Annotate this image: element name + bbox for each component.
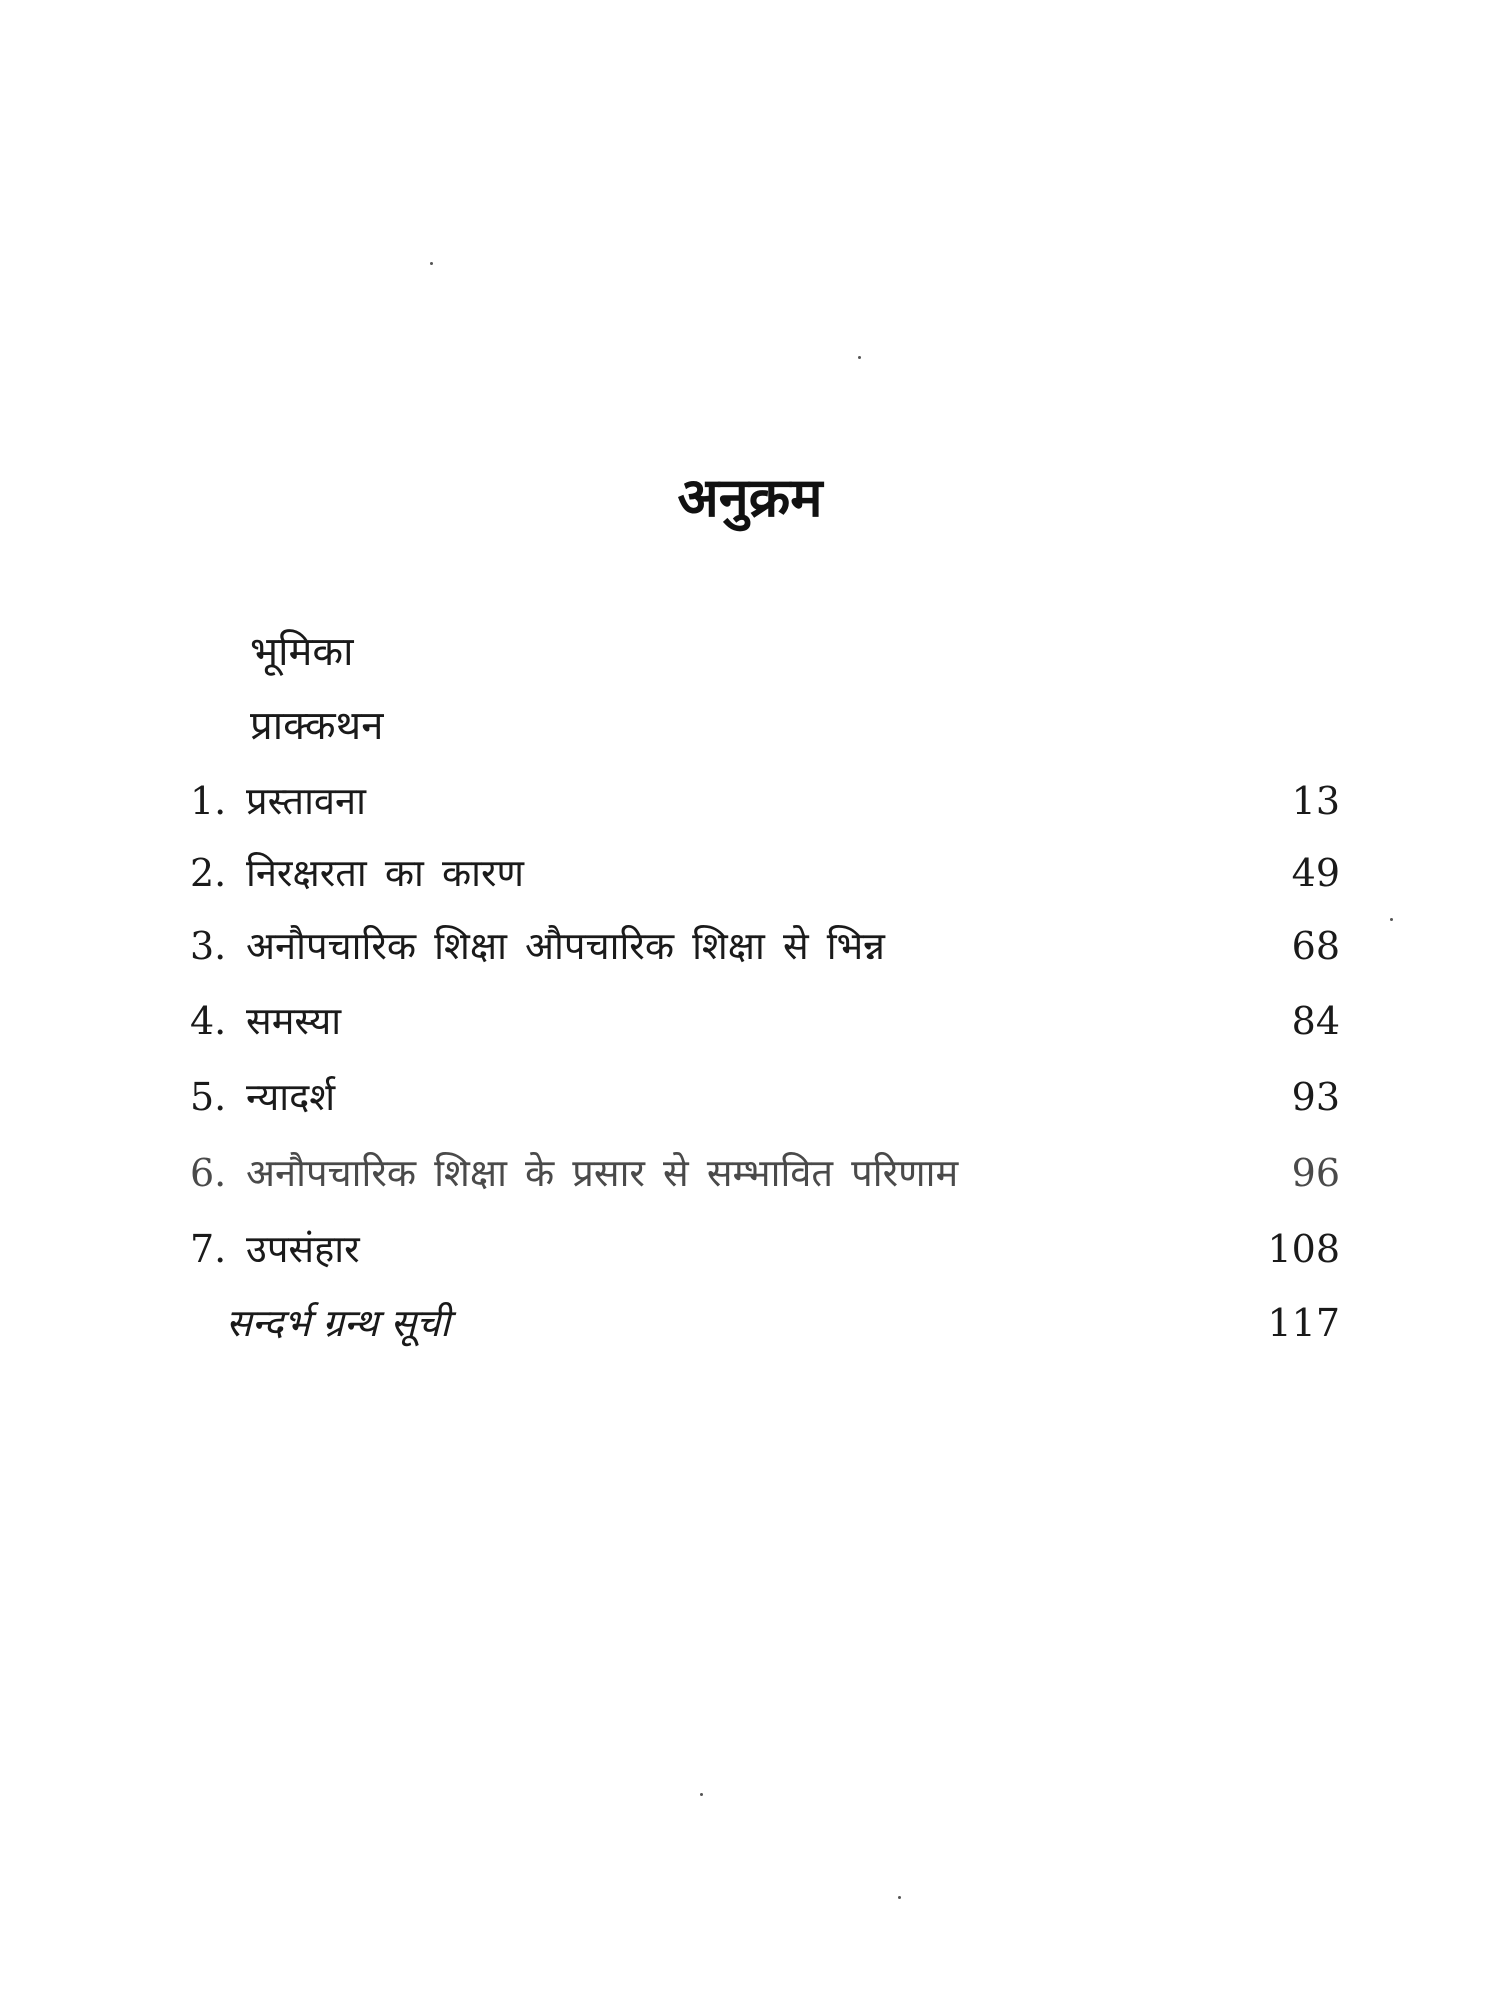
chapter-number: 3. <box>190 924 227 968</box>
page-number: 96 <box>1291 1151 1340 1195</box>
chapter-title: निरक्षरता का कारण <box>246 851 524 895</box>
chapter-title: प्रस्तावना <box>246 779 366 823</box>
chapter-title: उपसंहार <box>246 1227 360 1271</box>
chapter-number: 5. <box>190 1075 227 1119</box>
chapter-title: अनौपचारिक शिक्षा औपचारिक शिक्षा से भिन्न <box>246 924 885 968</box>
toc-entry-bibliography <box>0 1293 1500 1353</box>
toc-entry-chapter-5 <box>0 1067 1500 1127</box>
toc-entry-preface <box>0 622 1500 682</box>
chapter-title: समस्या <box>246 999 342 1043</box>
chapter-number: 2. <box>190 851 227 895</box>
scan-speck <box>858 356 861 359</box>
toc-entry-chapter-2 <box>0 843 1500 903</box>
scan-speck <box>430 262 433 265</box>
chapter-number: 7. <box>190 1227 227 1271</box>
page-number: 49 <box>1291 851 1340 895</box>
page-number: 13 <box>1291 779 1340 823</box>
toc-entry-chapter-3 <box>0 916 1500 976</box>
page-number: 117 <box>1267 1301 1340 1345</box>
toc-entry-chapter-6 <box>0 1143 1500 1203</box>
page-title: अनुक्रम <box>677 465 823 529</box>
toc-entry-foreword <box>0 696 1500 756</box>
toc-entry-label: प्राक्कथन <box>250 703 384 749</box>
toc-entry-label: भूमिका <box>250 629 354 675</box>
chapter-number: 4. <box>190 999 227 1043</box>
page-number: 108 <box>1267 1227 1340 1271</box>
page-number: 84 <box>1291 999 1340 1043</box>
toc-entry-chapter-1 <box>0 771 1500 831</box>
scan-speck <box>898 1896 901 1899</box>
page-number: 68 <box>1291 924 1340 968</box>
page-number: 93 <box>1291 1075 1340 1119</box>
scan-speck <box>700 1793 703 1796</box>
chapter-title: न्यादर्श <box>246 1075 336 1119</box>
toc-entry-chapter-7 <box>0 1219 1500 1279</box>
chapter-number: 1. <box>190 779 227 823</box>
toc-entry-chapter-4 <box>0 991 1500 1051</box>
chapter-number: 6. <box>190 1151 227 1195</box>
chapter-title: अनौपचारिक शिक्षा के प्रसार से सम्भावित परिणाम <box>246 1151 959 1195</box>
bibliography-title: सन्दर्भ ग्रन्थ सूची <box>226 1301 451 1345</box>
